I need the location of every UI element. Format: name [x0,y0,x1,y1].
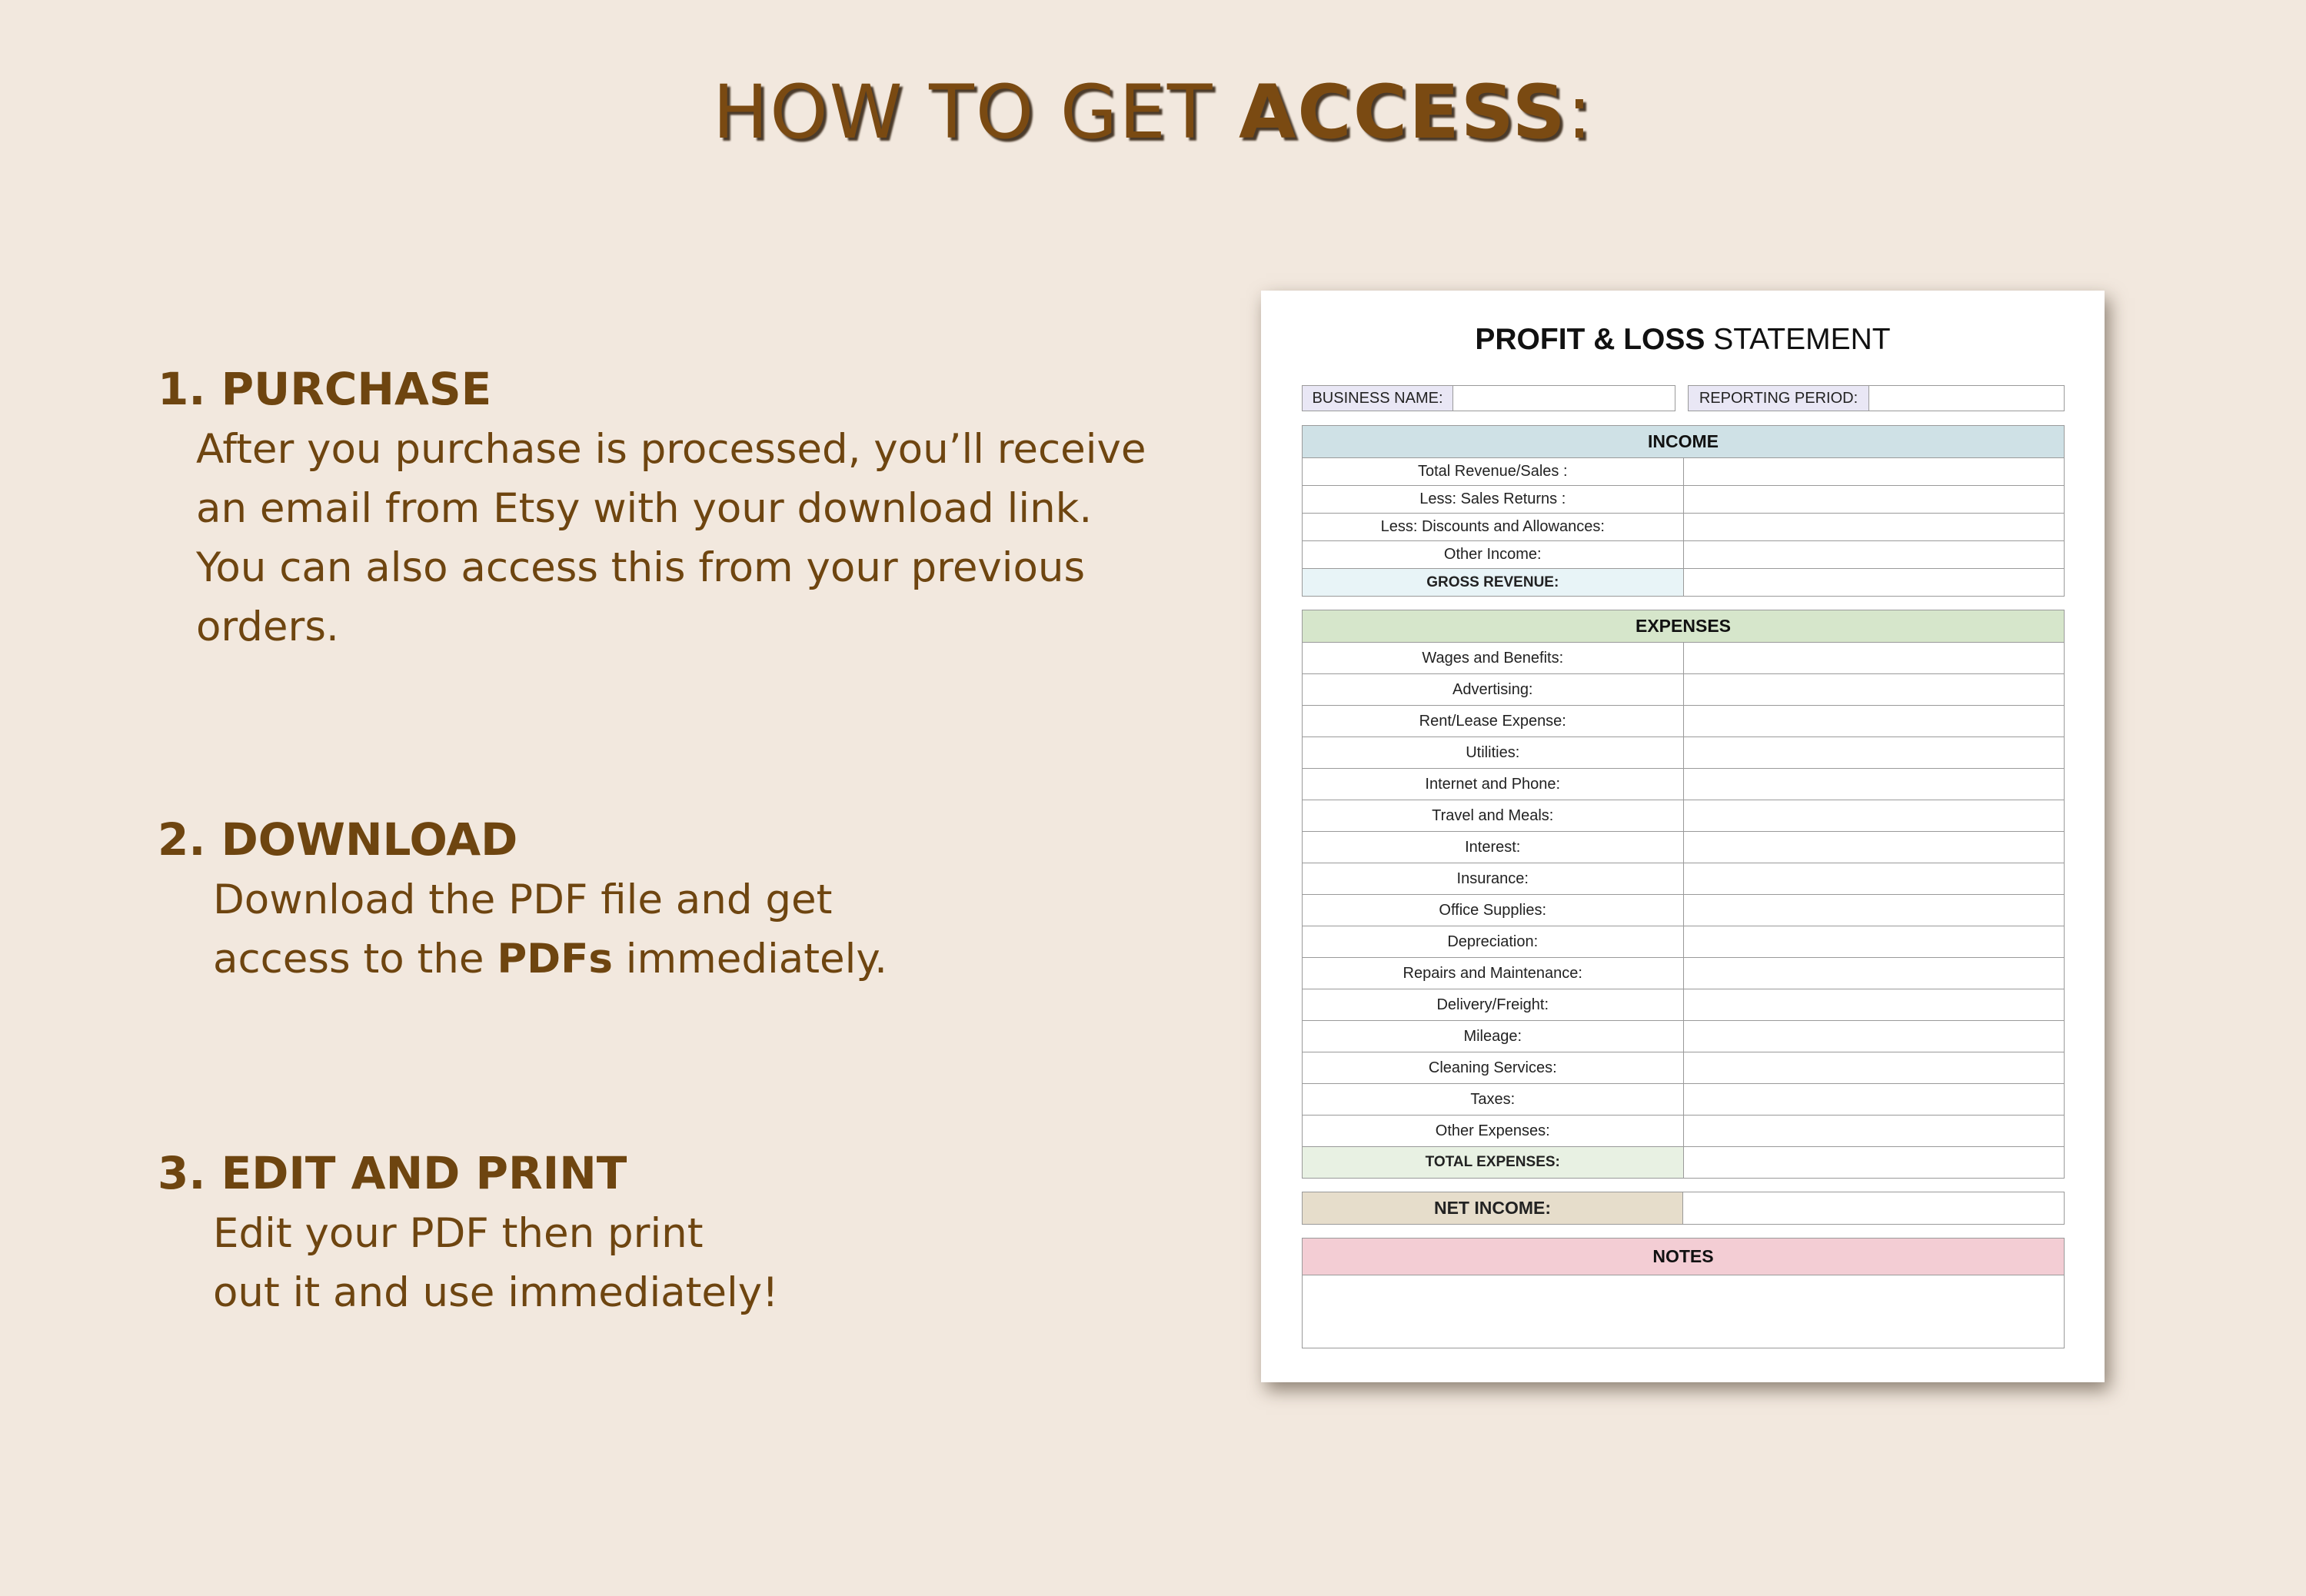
expense-value-cell[interactable] [1683,832,2065,863]
gross-revenue-value[interactable] [1683,569,2065,597]
step-line-pre: access to the [213,936,497,983]
step-line-bold: PDFs [497,936,613,983]
expense-value-cell[interactable] [1683,958,2065,989]
step-edit-print [158,1147,1249,1322]
title-emphasis: ACCESS [1239,69,1567,155]
business-name-row [1302,385,1675,411]
document-title-rest: STATEMENT [1705,323,1891,356]
step-title: 3. EDIT AND PRINT [158,1147,627,1199]
expense-row-label: Advertising: [1303,674,1684,706]
expense-value-cell[interactable] [1683,769,2065,800]
expense-value-cell[interactable] [1683,674,2065,706]
expense-value-cell[interactable] [1683,1116,2065,1147]
step-title: 2. DOWNLOAD [158,813,518,866]
income-value-cell[interactable] [1683,486,2065,514]
page-title [0,69,2306,155]
business-name-label: BUSINESS NAME: [1302,385,1453,411]
income-table [1302,425,2065,597]
expense-row-label: Cleaning Services: [1303,1052,1684,1084]
expense-row-label: Rent/Lease Expense: [1303,706,1684,737]
document-title [1261,323,2105,357]
step-line: out it and use immediately! [213,1269,779,1316]
expenses-header: EXPENSES [1303,610,2065,643]
total-expenses-label: TOTAL EXPENSES: [1303,1147,1684,1179]
business-name-field[interactable] [1453,385,1675,411]
profit-loss-document [1261,291,2105,1382]
gross-revenue-label: GROSS REVENUE: [1303,569,1684,597]
expense-row-label: Insurance: [1303,863,1684,895]
expense-row-label: Depreciation: [1303,926,1684,958]
step-line: Edit your PDF then print [213,1210,704,1257]
net-income-value[interactable] [1683,1192,2065,1225]
income-value-cell[interactable] [1683,514,2065,541]
net-income-table [1302,1192,2065,1225]
net-income-label: NET INCOME: [1303,1192,1683,1225]
expense-row-label: Internet and Phone: [1303,769,1684,800]
expense-value-cell[interactable] [1683,1052,2065,1084]
notes-area[interactable] [1303,1275,2065,1348]
expense-row-label: Office Supplies: [1303,895,1684,926]
step-line: After you purchase is processed, you’ll receive [196,426,1146,473]
expense-value-cell[interactable] [1683,863,2065,895]
expense-row-label: Travel and Meals: [1303,800,1684,832]
expense-value-cell[interactable] [1683,989,2065,1021]
step-title: 1. PURCHASE [158,363,492,415]
expense-row-label: Mileage: [1303,1021,1684,1052]
expense-row-label: Other Expenses: [1303,1116,1684,1147]
income-row-label: Other Income: [1303,541,1684,569]
income-header: INCOME [1303,426,2065,458]
document-title-bold: PROFIT & LOSS [1475,323,1705,356]
expense-value-cell[interactable] [1683,706,2065,737]
reporting-period-label: REPORTING PERIOD: [1688,385,1869,411]
expense-value-cell[interactable] [1683,737,2065,769]
step-description [158,1204,1249,1322]
expense-row-label: Utilities: [1303,737,1684,769]
income-row-label: Less: Discounts and Allowances: [1303,514,1684,541]
expense-value-cell[interactable] [1683,1021,2065,1052]
income-value-cell[interactable] [1683,458,2065,486]
income-row-label: Less: Sales Returns : [1303,486,1684,514]
step-download [158,813,1249,989]
step-line: orders. [196,603,339,650]
expense-row-label: Wages and Benefits: [1303,643,1684,674]
expense-value-cell[interactable] [1683,1084,2065,1116]
step-line: an email from Etsy with your download link. [196,485,1093,532]
expense-row-label: Repairs and Maintenance: [1303,958,1684,989]
step-description [158,870,1249,989]
expense-row-label: Interest: [1303,832,1684,863]
step-line: You can also access this from your previous [196,544,1086,591]
income-row-label: Total Revenue/Sales : [1303,458,1684,486]
expense-value-cell[interactable] [1683,926,2065,958]
title-suffix: : [1566,69,1594,155]
title-prefix: HOW TO GET [712,69,1239,155]
step-line-post: immediately. [612,936,887,983]
income-value-cell[interactable] [1683,541,2065,569]
step-line: Download the PDF file and get [213,876,833,923]
reporting-period-field[interactable] [1869,385,2065,411]
total-expenses-value[interactable] [1683,1147,2065,1179]
step-purchase [158,363,1249,657]
expense-row-label: Delivery/Freight: [1303,989,1684,1021]
expense-row-label: Taxes: [1303,1084,1684,1116]
expenses-table [1302,610,2065,1179]
reporting-period-row [1688,385,2065,411]
notes-table [1302,1238,2065,1348]
step-description [158,420,1249,657]
expense-value-cell[interactable] [1683,895,2065,926]
expense-value-cell[interactable] [1683,800,2065,832]
notes-header: NOTES [1303,1239,2065,1275]
expense-value-cell[interactable] [1683,643,2065,674]
